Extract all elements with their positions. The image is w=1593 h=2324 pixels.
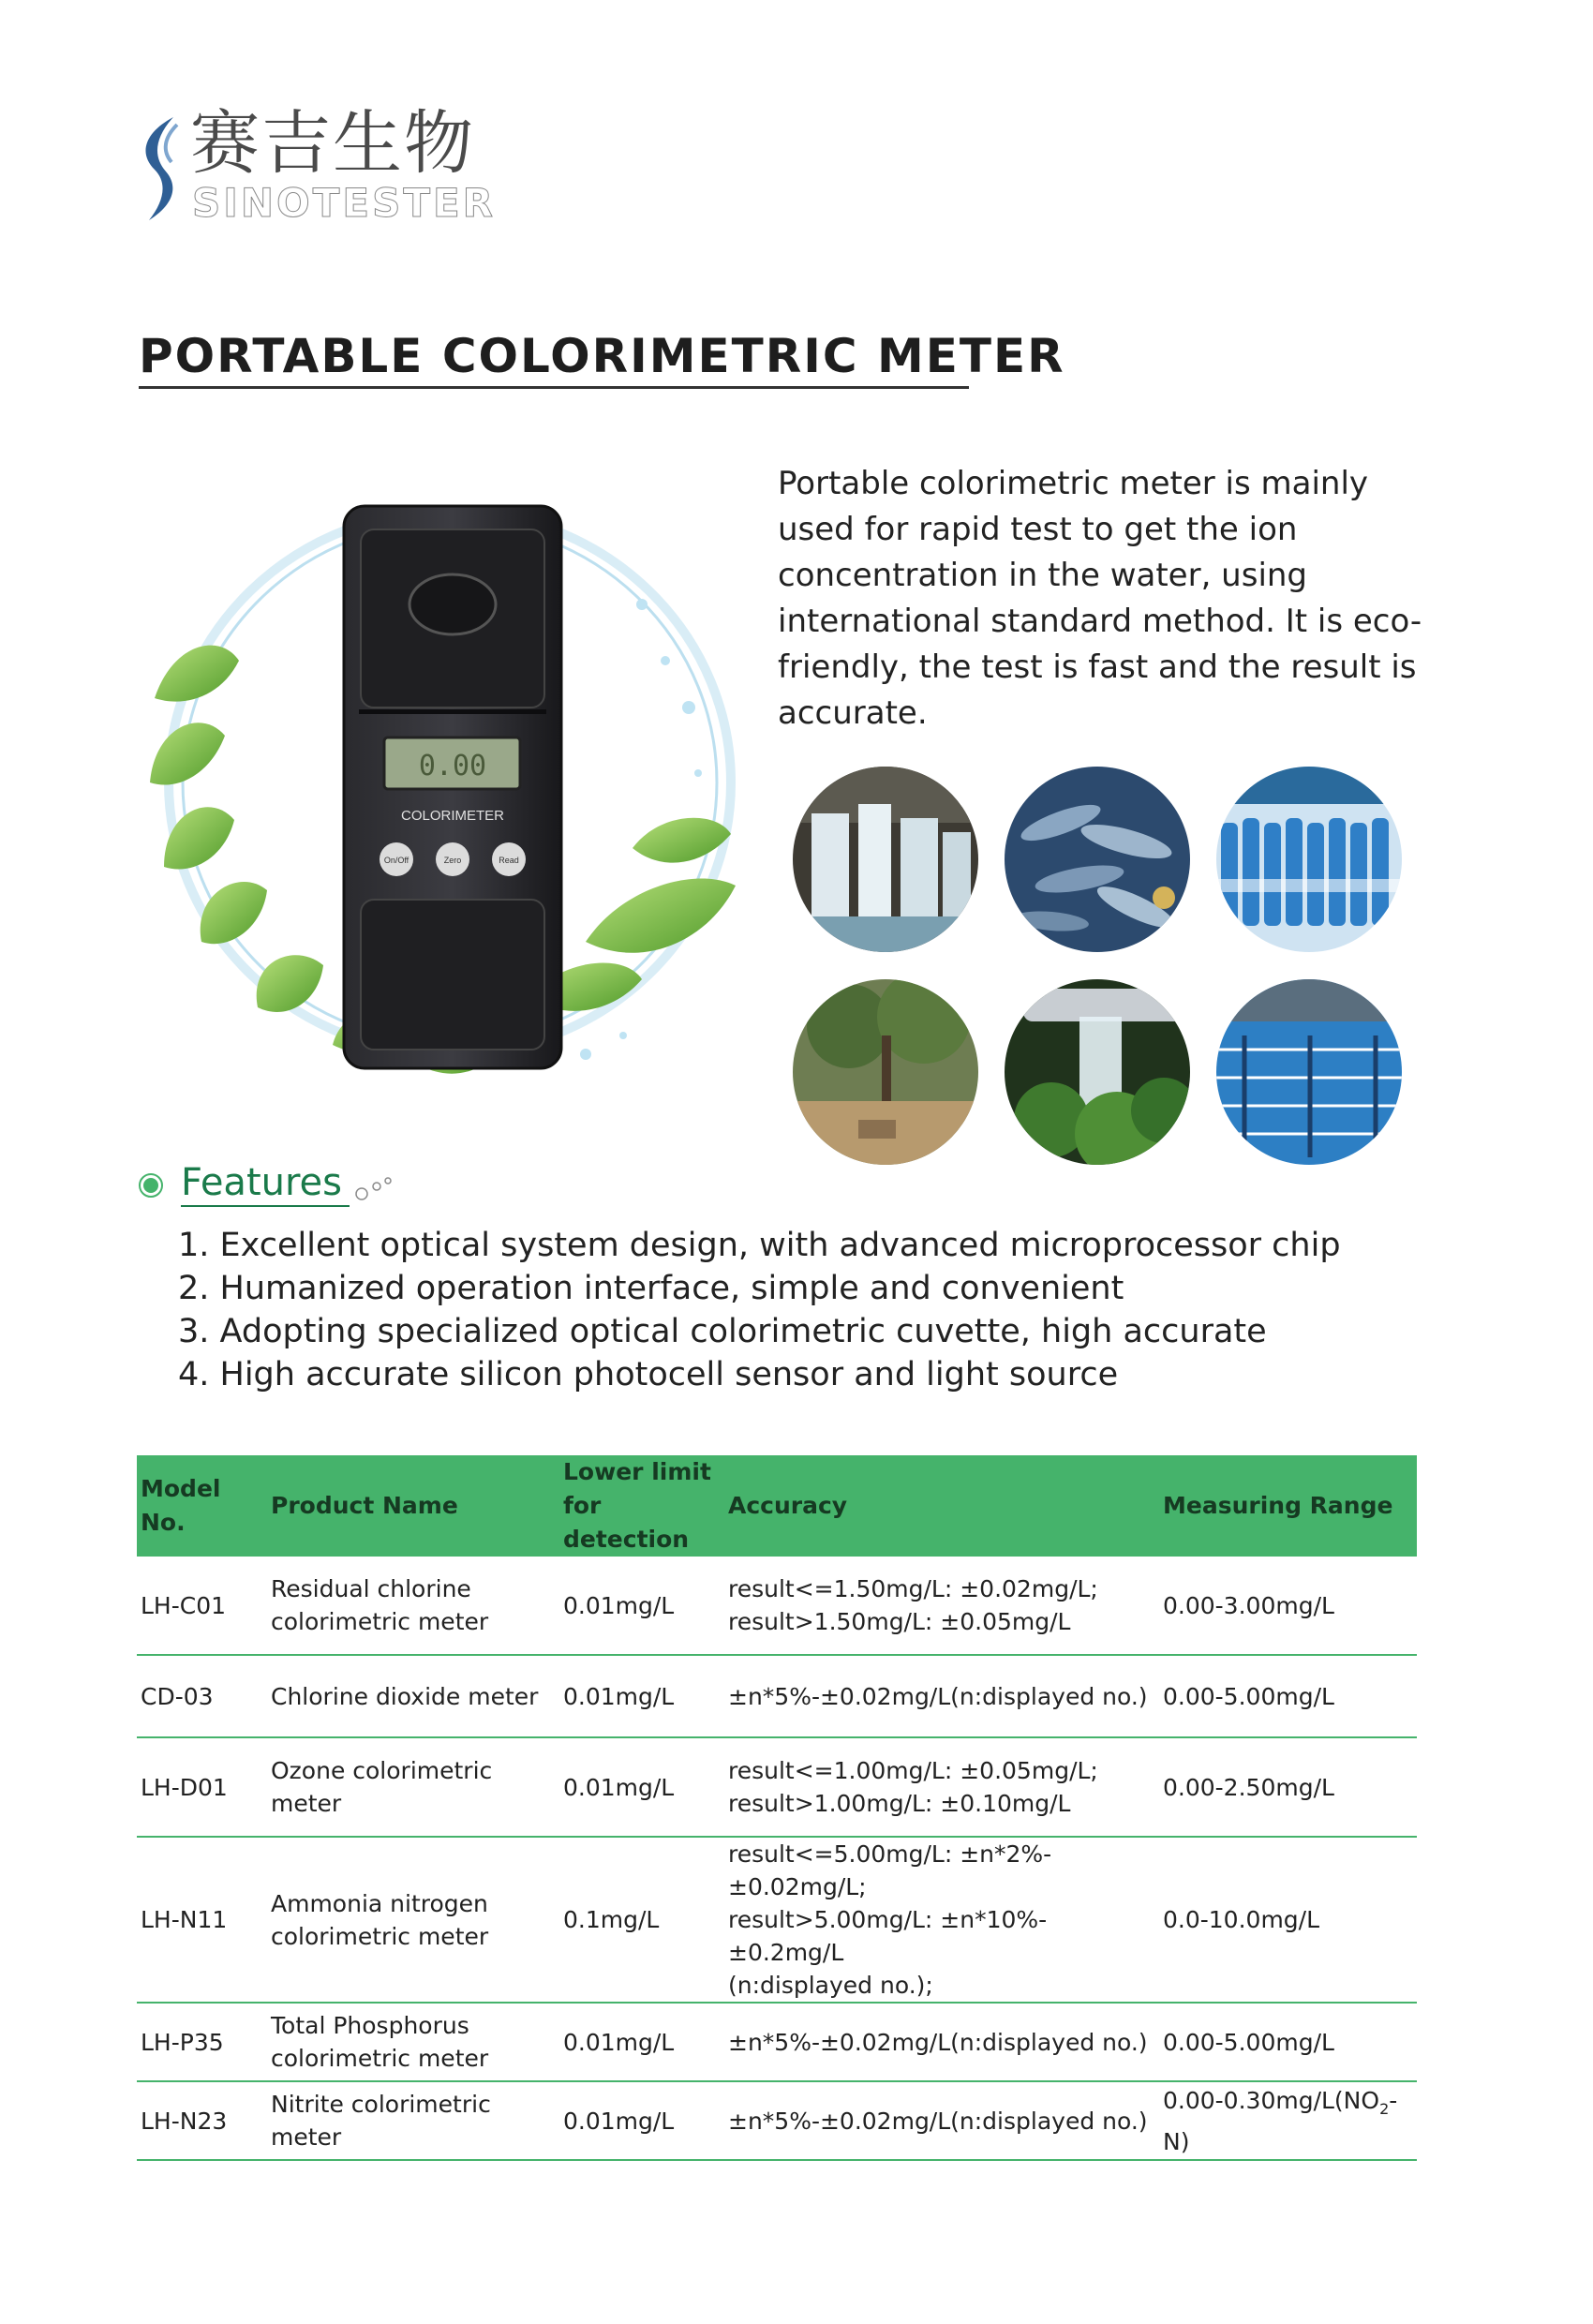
device-onoff-label: On/Off xyxy=(383,856,409,865)
cell-product-name: Chlorine dioxide meter xyxy=(267,1655,559,1737)
table-row xyxy=(137,1655,1417,1737)
cell-range: 0.0-10.0mg/L xyxy=(1159,1837,1417,2003)
range-prefix: 0.00-0.30mg/L(NO xyxy=(1163,2086,1380,2114)
cell-model: LH-N11 xyxy=(137,1837,267,2003)
feature-item: 4. High accurate silicon photocell sensor and light source xyxy=(178,1356,1119,1393)
feature-item: 2. Humanized operation interface, simple and convenient xyxy=(178,1270,1124,1307)
features-list xyxy=(178,1224,1341,1396)
cell-product-name: Nitrite colorimetric meter xyxy=(267,2081,559,2160)
table-row xyxy=(137,1837,1417,2003)
header-accuracy: Accuracy xyxy=(724,1455,1159,1557)
cell-accuracy: result<=1.50mg/L: ±0.02mg/L; result>1.50mg/L: ±0.05mg/L xyxy=(724,1557,1159,1655)
cell-model: LH-P35 xyxy=(137,2003,267,2081)
specification-table xyxy=(137,1455,1417,2161)
cell-lower-limit: 0.1mg/L xyxy=(559,1837,724,2003)
logo-chinese-name: 赛吉生物 xyxy=(190,103,475,184)
cell-product-name: Residual chlorine colorimetric meter xyxy=(267,1557,559,1655)
table-row xyxy=(137,2003,1417,2081)
cell-accuracy: result<=1.00mg/L: ±0.05mg/L; result>1.00mg/L: ±0.10mg/L xyxy=(724,1737,1159,1837)
cell-lower-limit: 0.01mg/L xyxy=(559,1557,724,1655)
header-lower-limit: Lower limit for detection xyxy=(559,1455,724,1557)
waterfall-thumbnail xyxy=(793,767,978,952)
cell-range: 0.00-5.00mg/L xyxy=(1159,2003,1417,2081)
table-row xyxy=(137,1557,1417,1655)
title-underline xyxy=(139,386,969,389)
range-subscript: 2 xyxy=(1379,2099,1390,2118)
decorative-circles-icon xyxy=(354,1173,401,1201)
cell-accuracy: ±n*5%-±0.02mg/L(n:displayed no.) xyxy=(724,2003,1159,2081)
features-heading: Features xyxy=(181,1161,342,1204)
cell-lower-limit: 0.01mg/L xyxy=(559,2003,724,2081)
device-lcd-readout: 0.00 xyxy=(418,750,487,782)
header-product-name: Product Name xyxy=(267,1455,559,1557)
cell-accuracy: ±n*5%-±0.02mg/L(n:displayed no.) xyxy=(724,1655,1159,1737)
device-zero-label: Zero xyxy=(443,856,462,865)
cell-range xyxy=(1159,2081,1417,2160)
cell-product-name: Ozone colorimetric meter xyxy=(267,1737,559,1837)
cell-lower-limit: 0.01mg/L xyxy=(559,1737,724,1837)
cell-range: 0.00-5.00mg/L xyxy=(1159,1655,1417,1737)
trees-flood-thumbnail xyxy=(793,979,978,1165)
table-row xyxy=(137,1737,1417,1837)
header-measuring-range: Measuring Range xyxy=(1159,1455,1417,1557)
cell-model: CD-03 xyxy=(137,1655,267,1737)
colorimeter-device xyxy=(344,506,561,1068)
bottled-water-thumbnail xyxy=(1216,767,1402,952)
cell-accuracy: result<=5.00mg/L: ±n*2%-±0.02mg/L; result>5.00mg/L: ±n*10%-±0.2mg/L (n:displayed no.); xyxy=(724,1837,1159,2003)
feature-item: 1. Excellent optical system design, with advanced microprocessor chip xyxy=(178,1227,1341,1264)
header-model-no: Model No. xyxy=(137,1455,267,1557)
page-title: PORTABLE COLORIMETRIC METER xyxy=(139,329,1065,383)
device-label: COLORIMETER xyxy=(400,808,505,824)
range-suffix: -N) xyxy=(1163,2086,1398,2155)
swimming-pool-thumbnail xyxy=(1216,979,1402,1165)
intro-paragraph: Portable colorimetric meter is mainly used for rapid test to get the ion concentration in the water, using international standard method. It is eco-friendly, the test is fast and the result is accurate. xyxy=(778,465,1422,732)
cell-range: 0.00-2.50mg/L xyxy=(1159,1737,1417,1837)
cell-model: LH-D01 xyxy=(137,1737,267,1837)
colorimeter-product-image xyxy=(136,473,773,1092)
features-bullet-icon xyxy=(139,1173,163,1198)
fish-thumbnail xyxy=(1005,767,1190,952)
cell-model: LH-N23 xyxy=(137,2081,267,2160)
cell-model: LH-C01 xyxy=(137,1557,267,1655)
cell-lower-limit: 0.01mg/L xyxy=(559,1655,724,1737)
feature-item: 3. Adopting specialized optical colorimetric cuvette, high accurate xyxy=(178,1313,1267,1350)
device-read-label: Read xyxy=(499,856,519,865)
features-heading-underline xyxy=(181,1205,350,1207)
logo-english-name: SINOTESTER xyxy=(192,180,496,226)
cell-product-name: Ammonia nitrogen colorimetric meter xyxy=(267,1837,559,2003)
brand-logo xyxy=(136,103,529,228)
table-row xyxy=(137,2081,1417,2160)
table-header-row xyxy=(137,1455,1417,1557)
logo-swoosh-icon xyxy=(136,115,192,223)
cell-range: 0.00-3.00mg/L xyxy=(1159,1557,1417,1655)
cell-product-name: Total Phosphorus colorimetric meter xyxy=(267,2003,559,2081)
cell-lower-limit: 0.01mg/L xyxy=(559,2081,724,2160)
faucet-vegetables-thumbnail xyxy=(1005,979,1190,1165)
cell-accuracy: ±n*5%-±0.02mg/L(n:displayed no.) xyxy=(724,2081,1159,2160)
